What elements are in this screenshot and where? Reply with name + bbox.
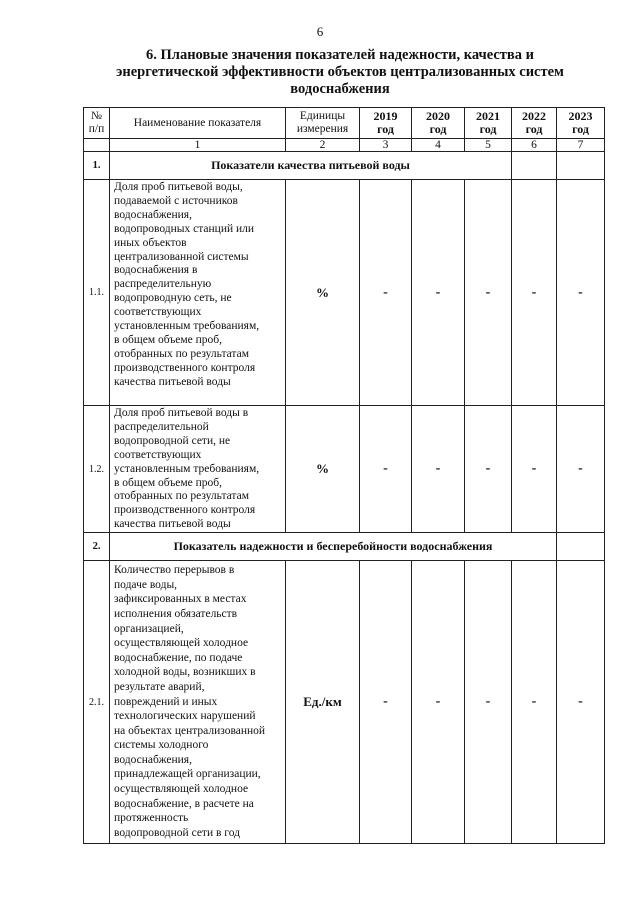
indicator-line: качества питьевой воды: [114, 518, 231, 531]
indicator-line: установленным требованиям,: [114, 462, 260, 475]
table-row-1-1: [84, 180, 605, 406]
header-unit-line-2: измерения: [296, 123, 349, 135]
indicator-line: производственного контроля: [114, 361, 256, 374]
indicator-name: [110, 406, 286, 533]
value-2019: -: [360, 406, 412, 533]
header-indicator-name: Наименование показателя: [110, 108, 286, 139]
year-suffix: год: [377, 122, 394, 136]
section-title: Показатель надежности и бесперебойности водоснабжения: [110, 533, 557, 561]
row-number: 2.1.: [84, 561, 110, 844]
column-number: 1: [110, 139, 286, 152]
indicator-line: в общем объеме проб,: [114, 333, 223, 346]
indicator-line: в общем объеме проб,: [114, 476, 223, 489]
section-empty-cell: [512, 152, 557, 180]
header-year-2023: [557, 108, 605, 139]
indicator-line: исполнения обязательств: [114, 607, 238, 620]
indicator-line: протяженность: [114, 812, 189, 825]
header-year-2019: [360, 108, 412, 139]
indicators-table: [83, 107, 605, 844]
column-number: 6: [512, 139, 557, 152]
year-label: 2019: [373, 109, 398, 123]
indicator-line: подаче воды,: [114, 578, 178, 591]
indicator-line: распределительной: [114, 420, 209, 433]
value-2021: -: [465, 561, 512, 844]
value-2019: -: [360, 180, 412, 406]
year-label: 2023: [568, 109, 593, 123]
section-empty-cell: [557, 152, 605, 180]
section-row-2: [84, 533, 605, 561]
indicator-name: [110, 180, 286, 406]
indicator-line: водопроводную сеть, не: [114, 292, 232, 305]
indicator-line: иных объектов: [114, 236, 187, 249]
unit-of-measure: %: [286, 406, 360, 533]
value-2020: -: [412, 180, 465, 406]
value-2022: -: [512, 561, 557, 844]
indicator-line: организацией,: [114, 622, 184, 635]
heading-line-1: 6. Плановые значения показателей надежности, качества и: [146, 47, 534, 63]
section-title: Показатели качества питьевой воды: [110, 152, 512, 180]
value-2023: -: [557, 561, 605, 844]
indicator-line: качества питьевой воды: [114, 375, 231, 388]
indicator-line: системы холодного: [114, 739, 209, 752]
indicator-line: зафиксированных в местах: [114, 593, 247, 606]
table-header-row: [84, 108, 605, 139]
indicator-line: результате аварий,: [114, 680, 205, 693]
year-suffix: год: [572, 122, 589, 136]
indicator-line: осуществляющей холодное: [114, 637, 249, 650]
column-number: 3: [360, 139, 412, 152]
table-row-1-2: [84, 406, 605, 533]
indicator-line: осуществляющей холодное: [114, 783, 249, 796]
value-2019: -: [360, 561, 412, 844]
indicator-line: водопроводной сети, не: [114, 434, 231, 447]
section-number: 1.: [84, 152, 110, 180]
section-empty-cell: [557, 533, 605, 561]
indicator-line: соответствующих: [114, 306, 202, 319]
unit-of-measure: %: [286, 180, 360, 406]
indicator-line: водоснабжение, в расчете на: [114, 797, 254, 810]
year-label: 2021: [476, 109, 500, 123]
heading-line-2: энергетической эффективности объектов централизованных систем: [116, 64, 564, 80]
header-no-line-2: п/п: [88, 123, 105, 135]
indicator-line: установленным требованиям,: [114, 320, 260, 333]
unit-of-measure: Ед./км: [286, 561, 360, 844]
year-label: 2022: [522, 109, 546, 123]
indicator-line: водопроводных станций или: [114, 222, 255, 235]
value-2022: -: [512, 180, 557, 406]
indicator-line: распределительную: [114, 278, 212, 291]
row-number: 1.2.: [84, 406, 110, 533]
value-2022: -: [512, 406, 557, 533]
value-2021: -: [465, 180, 512, 406]
indicator-line: отобранных по результатам: [114, 490, 249, 503]
indicator-line: водоснабжения,: [114, 208, 192, 221]
header-year-2021: [465, 108, 512, 139]
column-number-blank: [84, 139, 110, 152]
indicator-line: холодной воды, возникших в: [114, 666, 256, 679]
value-2020: -: [412, 561, 465, 844]
indicator-line: повреждений и иных: [114, 695, 218, 708]
column-number: 2: [286, 139, 360, 152]
value-2023: -: [557, 406, 605, 533]
header-year-2020: [412, 108, 465, 139]
heading-line-3: водоснабжения: [290, 81, 390, 97]
row-number: 1.1.: [84, 180, 110, 406]
header-unit: [286, 108, 360, 139]
header-unit-line-1: Единицы: [299, 110, 346, 122]
table-row-2-1: [84, 561, 605, 844]
indicator-line: принадлежащей организации,: [114, 768, 261, 781]
indicator-line: централизованной системы: [114, 250, 249, 263]
indicator-line: подаваемой с источников: [114, 194, 238, 207]
header-no: [84, 108, 110, 139]
indicator-line: технологических нарушений: [114, 710, 256, 723]
year-suffix: год: [479, 122, 497, 136]
indicator-line: водоснабжения,: [114, 753, 192, 766]
indicator-line: на объектах централизованной: [114, 724, 266, 737]
indicator-line: Количество перерывов в: [114, 564, 235, 577]
header-year-2022: [512, 108, 557, 139]
year-suffix: год: [525, 122, 543, 136]
column-number-row: [84, 139, 605, 152]
section-heading: [90, 47, 590, 98]
indicator-line: Доля проб питьевой воды в: [114, 407, 249, 419]
value-2021: -: [465, 406, 512, 533]
indicator-line: производственного контроля: [114, 504, 256, 517]
section-row-1: [84, 152, 605, 180]
section-number: 2.: [84, 533, 110, 561]
value-2020: -: [412, 406, 465, 533]
indicator-line: водопроводной сети в год: [114, 826, 240, 839]
column-number: 7: [557, 139, 605, 152]
column-number: 5: [465, 139, 512, 152]
indicator-line: соответствующих: [114, 448, 202, 461]
header-no-line-1: №: [91, 110, 102, 122]
year-suffix: год: [429, 122, 447, 136]
indicator-name: [110, 561, 286, 844]
page-number: 6: [316, 24, 324, 39]
year-label: 2020: [426, 109, 450, 123]
indicator-line: Доля проб питьевой воды,: [114, 181, 243, 193]
column-number: 4: [412, 139, 465, 152]
indicator-line: водоснабжение, по подаче: [114, 651, 243, 664]
value-2023: -: [557, 180, 605, 406]
indicator-line: водоснабжения в: [114, 264, 198, 277]
indicator-line: отобранных по результатам: [114, 347, 249, 360]
